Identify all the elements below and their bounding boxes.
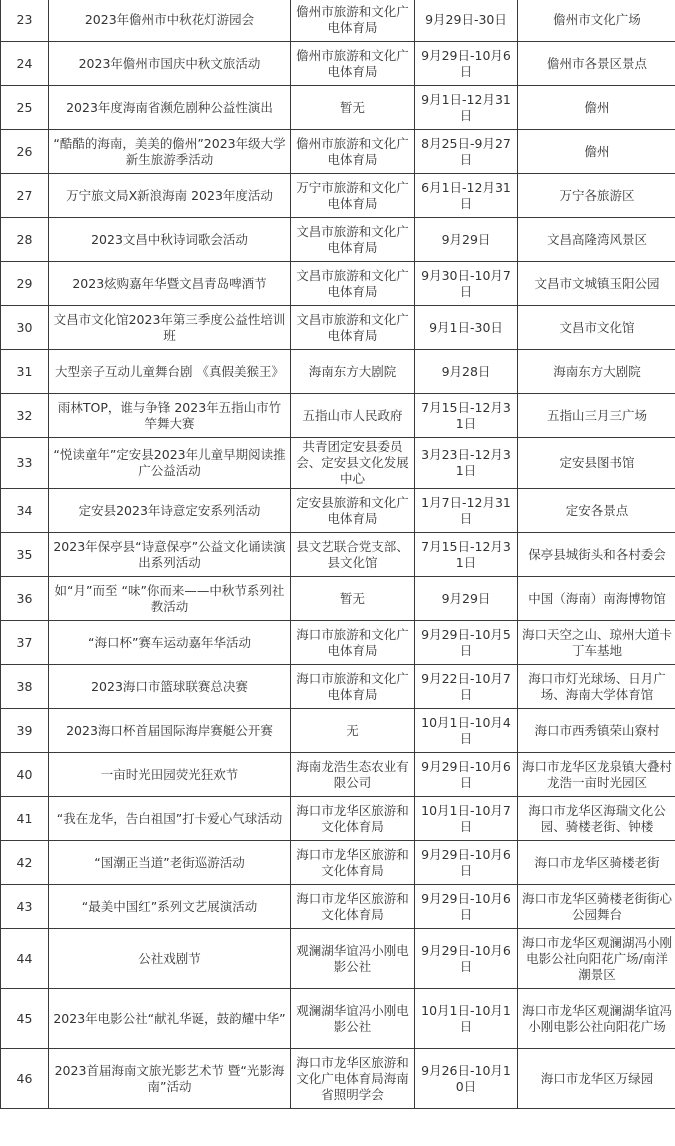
activity-name-cell: 2023文昌中秋诗词歌会活动 [49, 218, 291, 262]
activity-name-cell: 2023年电影公社“献礼华诞，鼓韵耀中华” [49, 989, 291, 1049]
activity-name-cell: 如“月”而至 “味”你而来——中秋节系列社教活动 [49, 577, 291, 621]
date-cell: 9月29日 [415, 218, 518, 262]
table-row [1, 989, 675, 1049]
date-cell: 7月15日-12月31日 [415, 394, 518, 438]
activity-name-cell: 2023年儋州市国庆中秋文旅活动 [49, 42, 291, 86]
venue-cell: 海南东方大剧院 [518, 350, 675, 394]
date-cell: 10月1日-10月4日 [415, 709, 518, 753]
activity-name-cell: 2023首届海南文旅光影艺术节 暨“光影海南”活动 [49, 1049, 291, 1109]
date-cell: 9月29日 [415, 577, 518, 621]
date-cell: 9月29日-10月6日 [415, 885, 518, 929]
organizer-cell: 海南龙浩生态农业有限公司 [291, 753, 415, 797]
organizer-cell: 文昌市旅游和文化广电体育局 [291, 306, 415, 350]
row-number-cell: 31 [1, 350, 49, 394]
activity-name-cell: 公社戏剧节 [49, 929, 291, 989]
venue-cell: 万宁各旅游区 [518, 174, 675, 218]
date-cell: 3月23日-12月31日 [415, 438, 518, 489]
venue-cell: 文昌高隆湾风景区 [518, 218, 675, 262]
organizer-cell: 儋州市旅游和文化广电体育局 [291, 42, 415, 86]
activity-name-cell: 定安县2023年诗意定安系列活动 [49, 489, 291, 533]
date-cell: 9月29日-10月6日 [415, 929, 518, 989]
activity-name-cell: 一亩时光田园荧光狂欢节 [49, 753, 291, 797]
venue-cell: 儋州市各景区景点 [518, 42, 675, 86]
organizer-cell: 儋州市旅游和文化广电体育局 [291, 130, 415, 174]
table-row [1, 218, 675, 262]
organizer-cell: 文昌市旅游和文化广电体育局 [291, 218, 415, 262]
date-cell: 9月29日-10月6日 [415, 753, 518, 797]
row-number-cell: 41 [1, 797, 49, 841]
organizer-cell: 五指山市人民政府 [291, 394, 415, 438]
activity-name-cell: 雨林TOP，谁与争锋 2023年五指山市竹竿舞大赛 [49, 394, 291, 438]
organizer-cell: 海口市龙华区旅游和文化体育局 [291, 841, 415, 885]
row-number-cell: 29 [1, 262, 49, 306]
organizer-cell: 县文艺联合党支部、县文化馆 [291, 533, 415, 577]
venue-cell: 文昌市文化馆 [518, 306, 675, 350]
row-number-cell: 42 [1, 841, 49, 885]
date-cell: 9月1日-30日 [415, 306, 518, 350]
table-row [1, 489, 675, 533]
table-row [1, 306, 675, 350]
table-row [1, 86, 675, 130]
activity-name-cell: “最美中国红”系列文艺展演活动 [49, 885, 291, 929]
venue-cell: 海口天空之山、琼州大道卡丁车基地 [518, 621, 675, 665]
table-row [1, 262, 675, 306]
date-cell: 9月30日-10月7日 [415, 262, 518, 306]
organizer-cell: 观澜湖华谊冯小刚电影公社 [291, 929, 415, 989]
organizer-cell: 暂无 [291, 86, 415, 130]
row-number-cell: 35 [1, 533, 49, 577]
activity-name-cell: 2023海口市篮球联赛总决赛 [49, 665, 291, 709]
row-number-cell: 32 [1, 394, 49, 438]
activity-name-cell: 大型亲子互动儿童舞台剧 《真假美猴王》 [49, 350, 291, 394]
venue-cell: 海口市西秀镇荣山寮村 [518, 709, 675, 753]
date-cell: 9月1日-12月31日 [415, 86, 518, 130]
table-row [1, 533, 675, 577]
row-number-cell: 34 [1, 489, 49, 533]
date-cell: 10月1日-10月1日 [415, 989, 518, 1049]
activity-name-cell: “悦读童年”定安县2023年儿童早期阅读推广公益活动 [49, 438, 291, 489]
venue-cell: 海口市龙华区骑楼老街街心公园舞台 [518, 885, 675, 929]
date-cell: 9月26日-10月10日 [415, 1049, 518, 1109]
table-row [1, 929, 675, 989]
organizer-cell: 海口市旅游和文化广电体育局 [291, 665, 415, 709]
activity-name-cell: 2023海口杯首届国际海岸赛艇公开赛 [49, 709, 291, 753]
row-number-cell: 45 [1, 989, 49, 1049]
organizer-cell: 共青团定安县委员会、定安县文化发展中心 [291, 438, 415, 489]
venue-cell: 定安县图书馆 [518, 438, 675, 489]
row-number-cell: 37 [1, 621, 49, 665]
activity-name-cell: “海口杯”赛车运动嘉年华活动 [49, 621, 291, 665]
organizer-cell: 海口市龙华区旅游和文化体育局 [291, 885, 415, 929]
row-number-cell: 28 [1, 218, 49, 262]
date-cell: 7月15日-12月31日 [415, 533, 518, 577]
row-number-cell: 24 [1, 42, 49, 86]
organizer-cell: 海口市旅游和文化广电体育局 [291, 621, 415, 665]
activity-name-cell: 2023炫购嘉年华暨文昌青岛啤酒节 [49, 262, 291, 306]
row-number-cell: 38 [1, 665, 49, 709]
row-number-cell: 26 [1, 130, 49, 174]
activity-table-body [1, 0, 675, 1109]
date-cell: 8月25日-9月27日 [415, 130, 518, 174]
organizer-cell: 万宁市旅游和文化广电体育局 [291, 174, 415, 218]
date-cell: 9月22日-10月7日 [415, 665, 518, 709]
organizer-cell: 无 [291, 709, 415, 753]
venue-cell: 海口市灯光球场、日月广场、海南大学体育馆 [518, 665, 675, 709]
date-cell: 9月29日-10月6日 [415, 42, 518, 86]
date-cell: 9月29日-10月6日 [415, 841, 518, 885]
date-cell: 9月28日 [415, 350, 518, 394]
activity-name-cell: 万宁旅文局X新浪海南 2023年度活动 [49, 174, 291, 218]
date-cell: 10月1日-10月7日 [415, 797, 518, 841]
table-row [1, 885, 675, 929]
venue-cell: 保亭县城街头和各村委会 [518, 533, 675, 577]
organizer-cell: 海口市龙华区旅游和文化体育局 [291, 797, 415, 841]
table-row [1, 394, 675, 438]
venue-cell: 海口市龙华区骑楼老街 [518, 841, 675, 885]
table-row [1, 709, 675, 753]
venue-cell: 中国（海南）南海博物馆 [518, 577, 675, 621]
venue-cell: 儋州 [518, 130, 675, 174]
table-row [1, 0, 675, 42]
row-number-cell: 25 [1, 86, 49, 130]
table-row [1, 130, 675, 174]
organizer-cell: 文昌市旅游和文化广电体育局 [291, 262, 415, 306]
organizer-cell: 海南东方大剧院 [291, 350, 415, 394]
venue-cell: 五指山三月三广场 [518, 394, 675, 438]
table-row [1, 438, 675, 489]
row-number-cell: 40 [1, 753, 49, 797]
table-row [1, 753, 675, 797]
venue-cell: 文昌市文城镇玉阳公园 [518, 262, 675, 306]
row-number-cell: 43 [1, 885, 49, 929]
row-number-cell: 27 [1, 174, 49, 218]
row-number-cell: 33 [1, 438, 49, 489]
activity-name-cell: 2023年保亭县“诗意保亭”公益文化诵读演出系列活动 [49, 533, 291, 577]
row-number-cell: 46 [1, 1049, 49, 1109]
venue-cell: 儋州市文化广场 [518, 0, 675, 42]
row-number-cell: 39 [1, 709, 49, 753]
venue-cell: 海口市龙华区观澜湖冯小刚电影公社向阳花广场/南洋潮景区 [518, 929, 675, 989]
organizer-cell: 暂无 [291, 577, 415, 621]
activity-name-cell: “我在龙华，告白祖国”打卡爱心气球活动 [49, 797, 291, 841]
table-row [1, 577, 675, 621]
row-number-cell: 36 [1, 577, 49, 621]
date-cell: 9月29日-10月5日 [415, 621, 518, 665]
row-number-cell: 30 [1, 306, 49, 350]
table-row [1, 621, 675, 665]
table-row [1, 350, 675, 394]
organizer-cell: 儋州市旅游和文化广电体育局 [291, 0, 415, 42]
table-row [1, 174, 675, 218]
venue-cell: 海口市龙华区万绿园 [518, 1049, 675, 1109]
activity-name-cell: 文昌市文化馆2023年第三季度公益性培训班 [49, 306, 291, 350]
date-cell: 6月1日-12月31日 [415, 174, 518, 218]
date-cell: 9月29日-30日 [415, 0, 518, 42]
venue-cell: 海口市龙华区龙泉镇大叠村龙浩一亩时光园区 [518, 753, 675, 797]
activity-name-cell: 2023年儋州市中秋花灯游园会 [49, 0, 291, 42]
table-row [1, 841, 675, 885]
venue-cell: 定安各景点 [518, 489, 675, 533]
activity-name-cell: 2023年度海南省濒危剧种公益性演出 [49, 86, 291, 130]
activity-name-cell: “酷酷的海南，美美的儋州”2023年级大学新生旅游季活动 [49, 130, 291, 174]
row-number-cell: 23 [1, 0, 49, 42]
venue-cell: 海口市龙华区海瑞文化公园、骑楼老街、钟楼 [518, 797, 675, 841]
row-number-cell: 44 [1, 929, 49, 989]
table-row [1, 1049, 675, 1109]
organizer-cell: 海口市龙华区旅游和文化广电体育局海南省照明学会 [291, 1049, 415, 1109]
organizer-cell: 定安县旅游和文化广电体育局 [291, 489, 415, 533]
table-row [1, 42, 675, 86]
organizer-cell: 观澜湖华谊冯小刚电影公社 [291, 989, 415, 1049]
table-row [1, 665, 675, 709]
activity-name-cell: “国潮正当道”老街巡游活动 [49, 841, 291, 885]
table-row [1, 797, 675, 841]
venue-cell: 儋州 [518, 86, 675, 130]
venue-cell: 海口市龙华区观澜湖华谊冯小刚电影公社向阳花广场 [518, 989, 675, 1049]
date-cell: 1月7日-12月31日 [415, 489, 518, 533]
